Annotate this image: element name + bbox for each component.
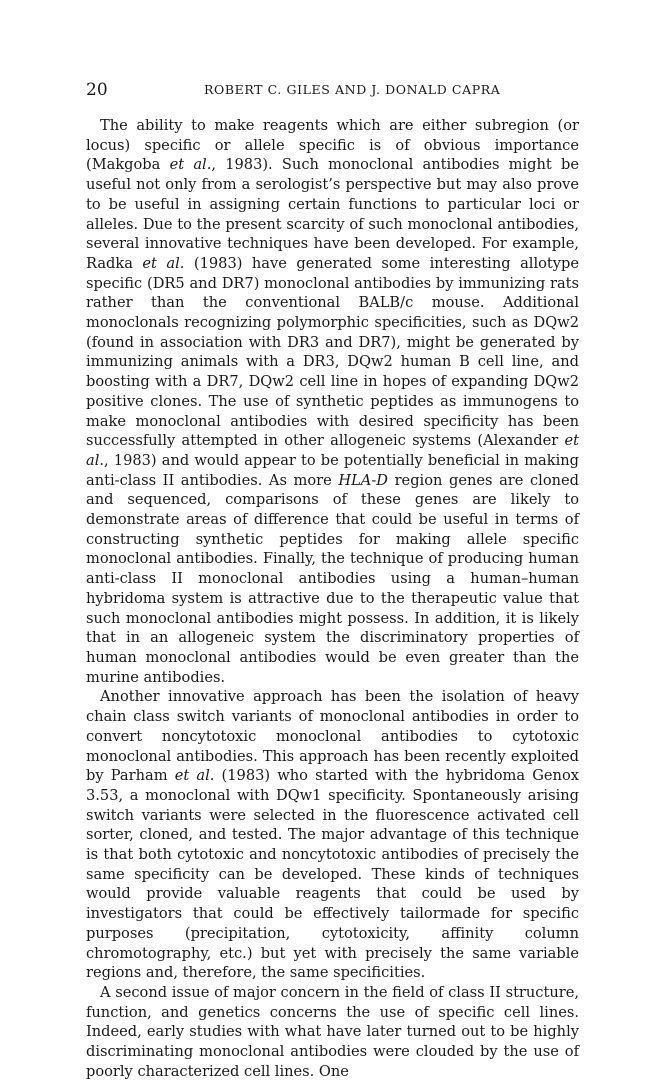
running-head: ROBERT C. GILES AND J. DONALD CAPRA	[204, 82, 501, 97]
page-number: 20	[86, 80, 108, 100]
body-text	[86, 116, 579, 1081]
page-header	[86, 80, 580, 102]
paragraph-3: A second issue of major concern in the field of class II structure, function, and genetics concerns the use of specific cell lines. Indeed, early studies with what have later turned out to be highly discriminating monoclonal antibodies were clouded by the use of poorly characterized cell lines. One	[86, 983, 579, 1080]
paragraph-1: The ability to make reagents which are either subregion (or locus) specific or allele specific is of obvious importance (Makgoba et al., 1983). Such monoclonal antibodies might be useful not only from a serologist’s perspective but may also prove to be useful in assigning certain functions to particular loci or alleles. Due to the present scarcity of such monoclonal antibodies, several innovative techniques have been developed. For example, Radka et al. (1983) have generated some interesting allotype specific (DR5 and DR7) monoclonal antibodies by immunizing rats rather than the conventional BALB/c mouse. Additional monoclonals recognizing polymorphic specificities, such as DQw2 (found in association with DR3 and DR7), might be generated by immunizing animals with a DR3, DQw2 human B cell line, and boosting with a DR7, DQw2 cell line in hopes of expanding DQw2 positive clones. The use of synthetic peptides as immunogens to make monoclonal antibodies with desired specificity has been successfully attempted in other allogeneic systems (Alexander et al., 1983) and would appear to be potentially beneficial in making anti-class II antibodies. As more HLA-D region genes are cloned and sequenced, comparisons of these genes are likely to demonstrate areas of difference that could be useful in terms of constructing synthetic peptides for making allele specific monoclonal antibodies. Finally, the technique of producing human anti-class II monoclonal antibodies using a human–human hybridoma system is attractive due to the therapeutic value that such monoclonal antibodies might possess. In addition, it is likely that in an allogeneic system the discriminatory properties of human monoclonal antibodies would be even greater than the murine antibodies.	[86, 117, 579, 686]
paragraph-2: Another innovative approach has been the isolation of heavy chain class switch variants of monoclonal antibodies in order to convert noncytotoxic monoclonal antibodies to cytotoxic monoclonal antibodies. This approach has been recently exploited by Parham et al. (1983) who started with the hybridoma Genox 3.53, a monoclonal with DQw1 specificity. Spontaneously arising switch variants were selected in the fluorescence activated cell sorter, cloned, and tested. The major advantage of this technique is that both cytotoxic and noncytotoxic antibodies of precisely the same specificity can be developed. These kinds of techniques would provide valuable reagents that could be used by investigators that could be effectively tailormade for specific purposes (precipitation, cytotoxicity, affinity column chromotography, etc.) but yet with precisely the same variable regions and, therefore, the same specificities.	[86, 688, 579, 982]
